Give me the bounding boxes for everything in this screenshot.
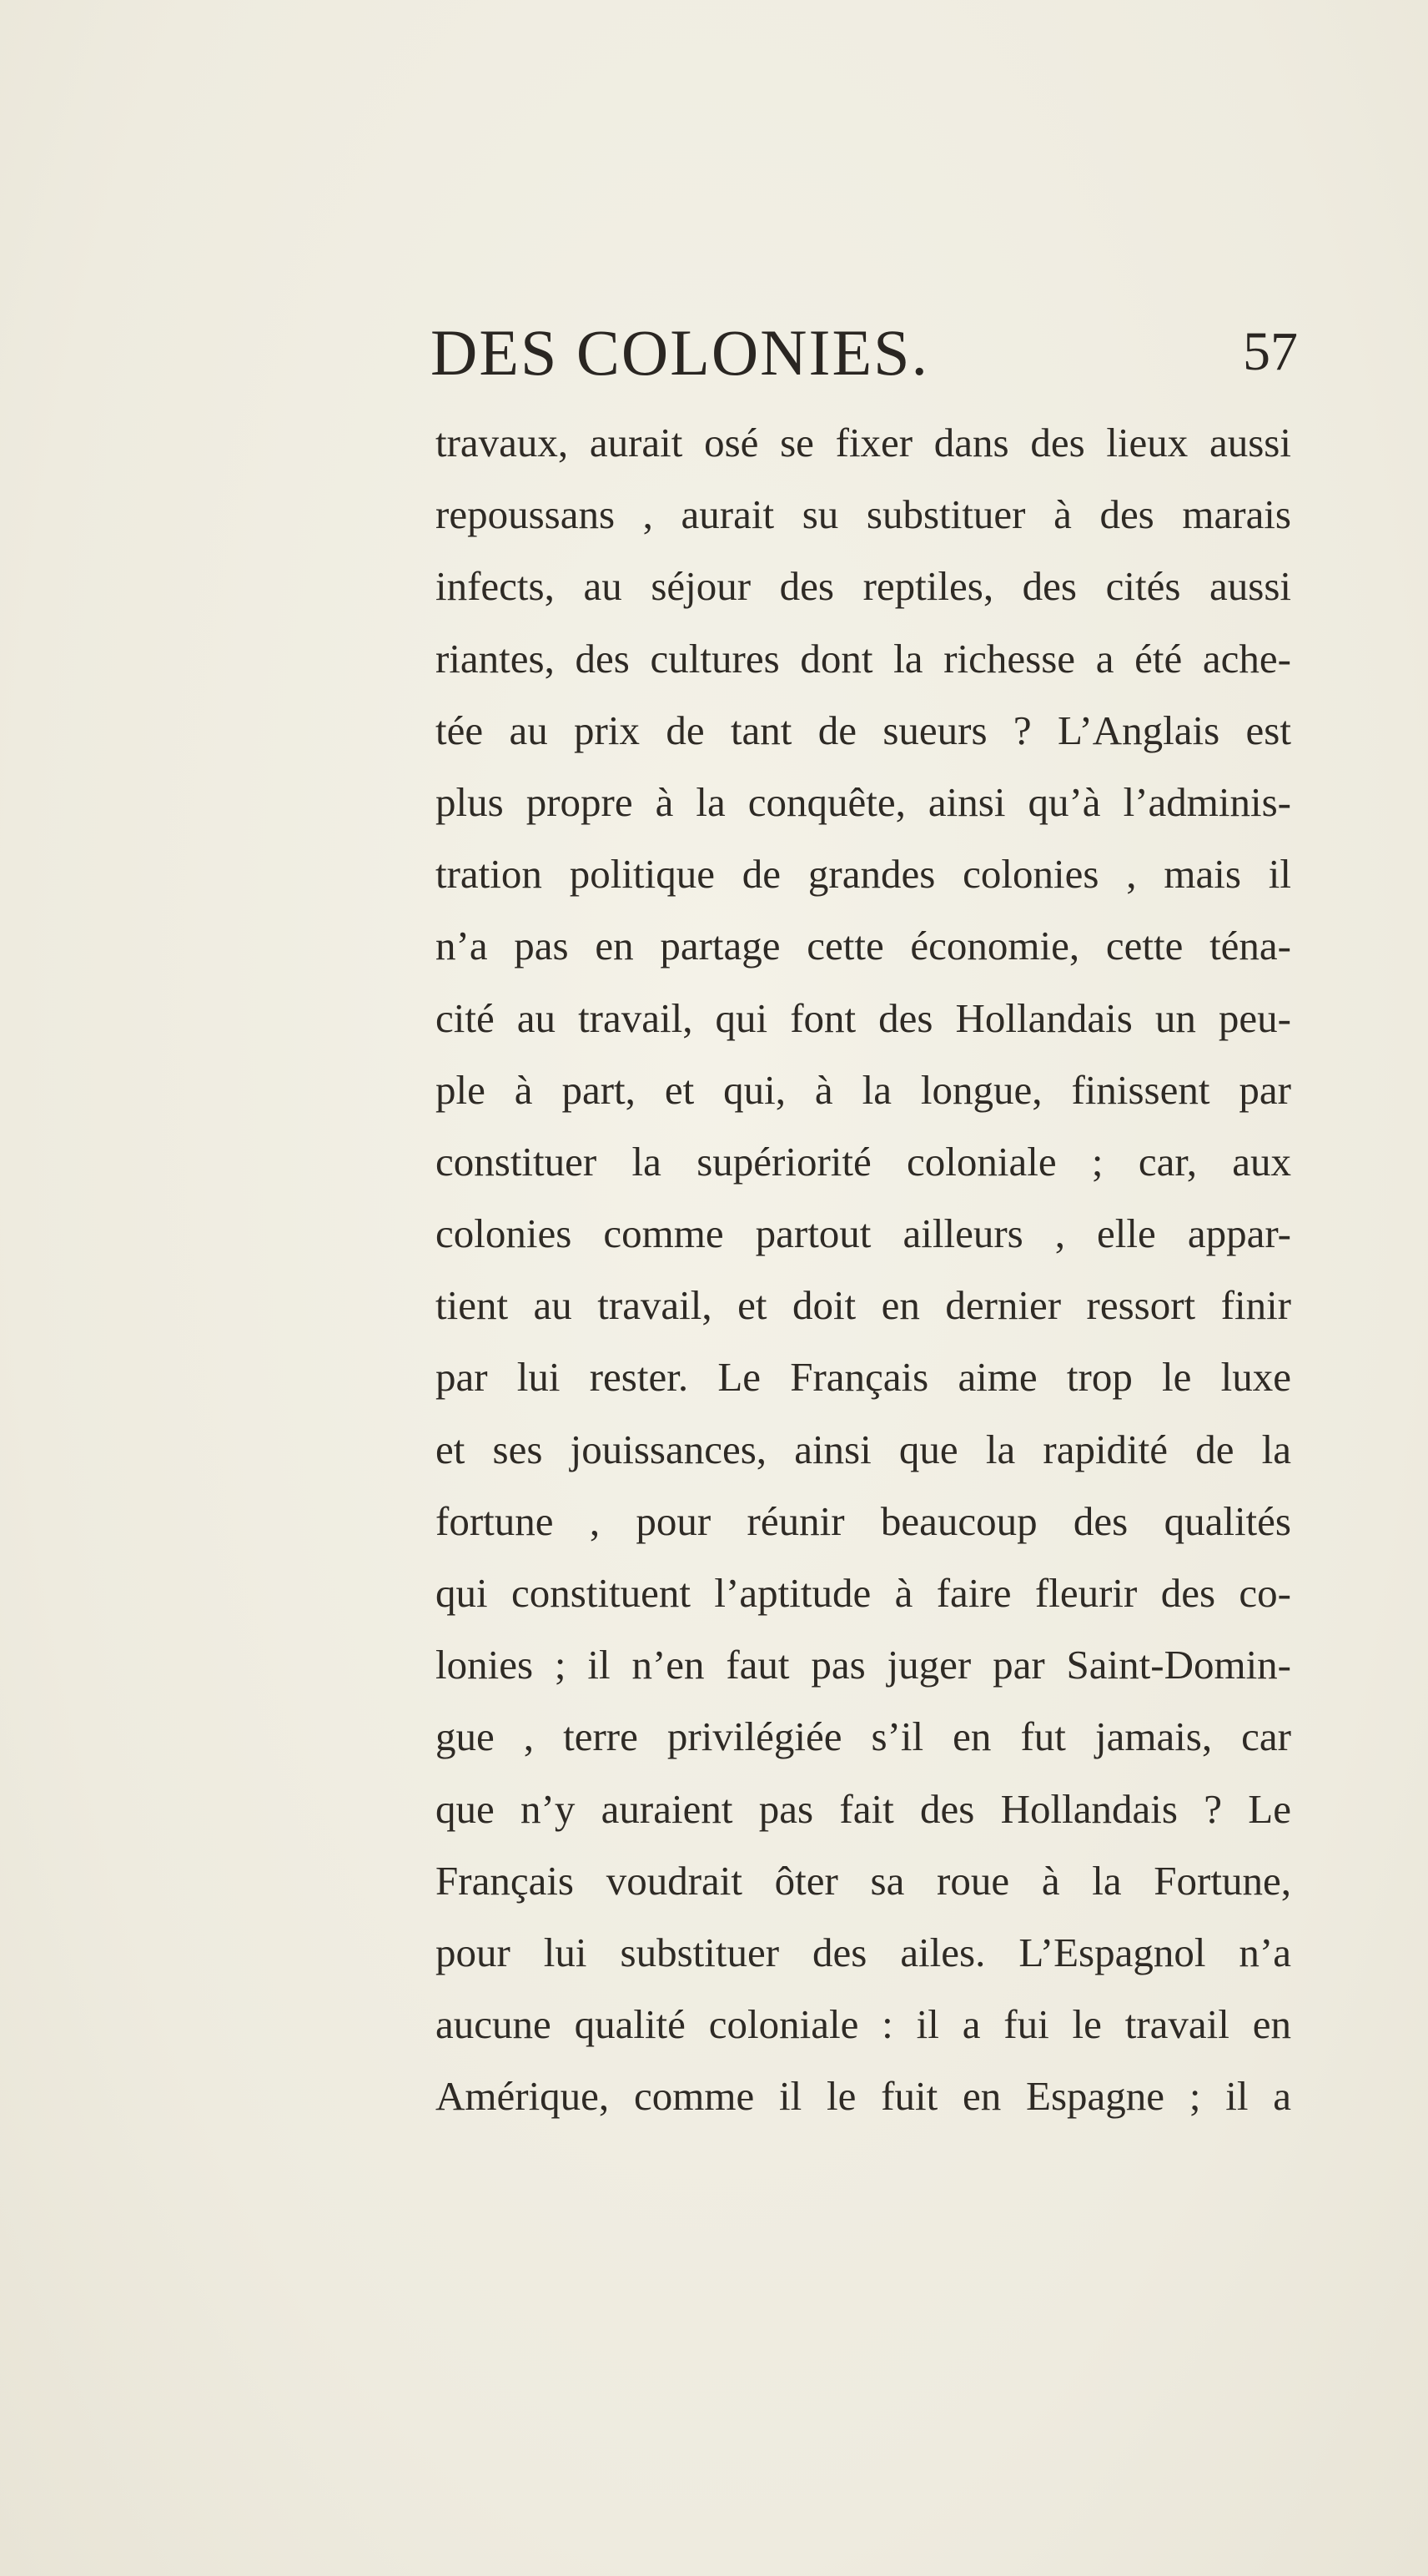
text-line: travaux, aurait osé se fixer dans des lieux aussi <box>435 420 1291 465</box>
text-line: fortune , pour réunir beaucoup des qualités <box>435 1497 1291 1544</box>
text-line: tée au prix de tant de sueurs ? L’Anglais est <box>435 707 1291 753</box>
text-line: n’a pas en partage cette économie, cette téna- <box>435 923 1291 969</box>
text-line: colonies comme partout ailleurs , elle appar- <box>435 1210 1291 1257</box>
text-line: Amérique, comme il le fuit en Espagne ; il a <box>435 2073 1291 2120</box>
text-line: ple à part, et qui, à la longue, finissent par <box>435 1066 1291 1113</box>
body-text <box>435 407 1291 2133</box>
text-line: cité au travail, qui font des Hollandais un peu- <box>435 994 1291 1041</box>
text-line: infects, au séjour des reptiles, des cités aussi <box>435 563 1291 610</box>
text-line: Français voudrait ôter sa roue à la Fortune, <box>435 1857 1291 1904</box>
text-line: que n’y auraient pas fait des Hollandais ? Le <box>435 1785 1291 1832</box>
text-line: repoussans , aurait su substituer à des marais <box>435 491 1291 538</box>
text-line: tration politique de grandes colonies , mais il <box>435 851 1291 898</box>
text-line: constituer la supériorité coloniale ; car, aux <box>435 1138 1291 1185</box>
page-header <box>430 315 1298 390</box>
running-title: DES COLONIES. <box>430 316 930 389</box>
text-line: tient au travail, et doit en dernier ressort finir <box>435 1282 1291 1329</box>
text-line: gue , terre privilégiée s’il en fut jamais, car <box>435 1713 1291 1760</box>
text-line: lonies ; il n’en faut pas juger par Saint-Domin- <box>435 1642 1291 1688</box>
text-line: pour lui substituer des ailes. L’Espagnol n’a <box>435 1929 1291 1975</box>
text-line: qui constituent l’aptitude à faire fleurir des co- <box>435 1570 1291 1616</box>
text-line: par lui rester. Le Français aime trop le luxe <box>435 1354 1291 1401</box>
text-line: aucune qualité coloniale : il a fui le travail en <box>435 2001 1291 2048</box>
text-line: riantes, des cultures dont la richesse a été ache- <box>435 635 1291 682</box>
page-number: 57 <box>1243 321 1298 382</box>
text-line: et ses jouissances, ainsi que la rapidité de la <box>435 1426 1291 1472</box>
text-line: plus propre à la conquête, ainsi qu’à l’adminis- <box>435 778 1291 825</box>
